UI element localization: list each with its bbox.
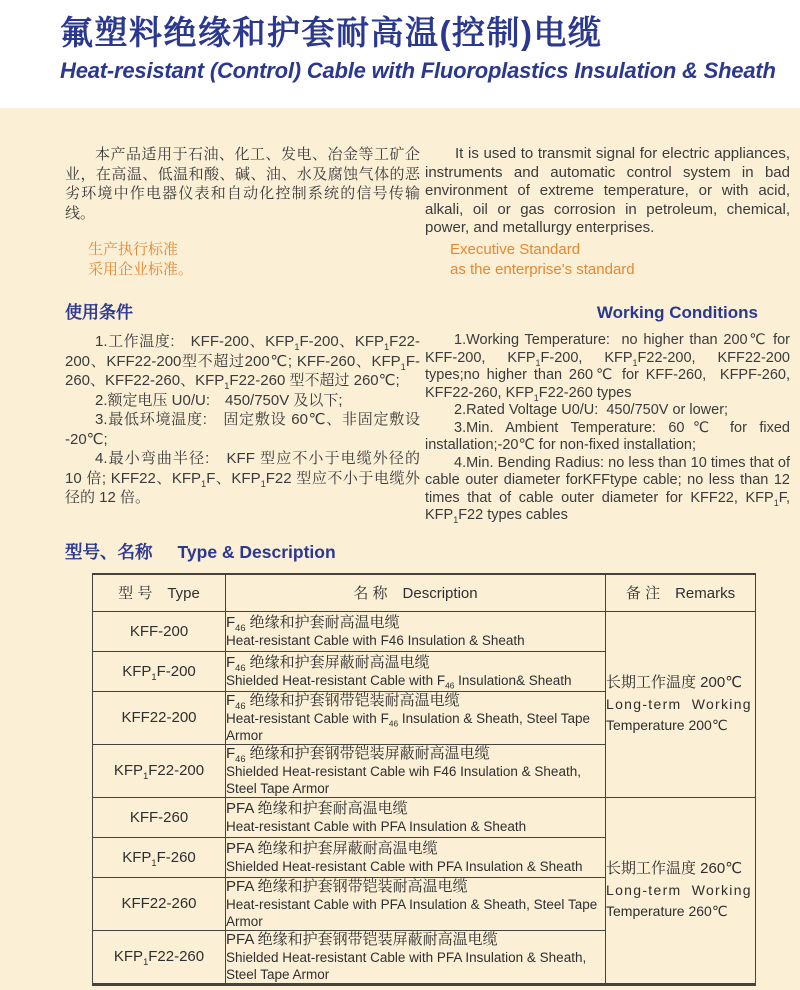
description-cn: $F_{46}$ 绝缘和护套屏蔽耐高温电缆 <box>226 653 430 673</box>
intro-paragraph-cn: 本产品适用于石油、化工、发电、冶金等工矿企业，在高温、低温和酸、碱、油、水及腐蚀气体的恶劣环境中作电器仪表和自动化控制系统的信号传输线。 <box>65 146 420 222</box>
remarks-en-line2: Temperature 260℃ <box>606 903 728 919</box>
condition-item-cn: 4.最小弯曲半径: KFF 型应不小于电缆外径的 10 倍; KFF22、$KFP_1F$、$KFP_1F22$ 型应不小于电缆外径的 12 倍。 <box>65 450 421 506</box>
description-cn: $F_{46}$ 绝缘和护套钢带铠装屏蔽耐高温电缆 <box>226 744 490 764</box>
condition-item-en: 1.Working Temperature: no higher than 200℃ for KFF-200, $KFP_1F-200$, $KFP_1F22-200$, KFF22-200 types;no higher than 260℃ for KFF-260, KFPF-260, KFF22-260, $KFP_1F22-260$ types <box>425 332 790 403</box>
condition-item-en: 3.Min. Ambient Temperature: 60℃ for fixed installation;-20℃ for non-fixed installation; <box>425 419 790 453</box>
description-cn: $F_{46}$ 绝缘和护套钢带铠装耐高温电缆 <box>226 691 460 711</box>
condition-item-en: 4.Min. Bending Radius: no less than 10 times that of cable outer diameter forKFFtype cable; no less than 12 times that of cable outer diameter for KFF22, $KFP_1F$, $KFP_1F22$ types cables <box>425 454 790 525</box>
executive-standard-cn-line2: 采用企业标准。 <box>88 261 194 278</box>
cable-description <box>226 797 606 837</box>
conditions-heading-en: Working Conditions <box>596 303 758 322</box>
type-description-heading <box>65 541 790 563</box>
description-en: Shielded Heat-resistant Cable wih F46 Insulation & Sheath, Steel Tape Armor <box>226 763 581 796</box>
intro-section <box>65 145 790 280</box>
type-description-heading-en: Type & Description <box>177 542 336 562</box>
remarks-cn: 长期工作温度 260℃ <box>606 860 743 877</box>
description-en: Heat-resistant Cable with PFA Insulation & Sheath <box>226 818 527 834</box>
cable-type: KFF-260 <box>93 797 226 837</box>
cable-type: $KFP_1F-260$ <box>93 837 226 877</box>
cable-types-table <box>92 573 756 986</box>
page-title-cn: 氟塑料绝缘和护套耐高温(控制)电缆 <box>60 14 603 51</box>
remarks-cn: 长期工作温度 200℃ <box>606 674 743 691</box>
description-cn: PFA 绝缘和护套耐高温电缆 <box>226 799 408 817</box>
description-en: Shielded Heat-resistant Cable with $F_{46}$ Insulation& Sheath <box>226 672 572 691</box>
table-header-description: 名 称 Description <box>226 574 606 611</box>
executive-standard-en <box>425 240 790 280</box>
description-cn: $F_{46}$ 绝缘和护套耐高温电缆 <box>226 613 400 633</box>
description-en: Heat-resistant Cable with F46 Insulation & Sheath <box>226 632 525 648</box>
description-en: Heat-resistant Cable with $F_{46}$ Insulation & Sheath, Steel Tape Armor <box>226 710 591 743</box>
cable-description <box>226 877 606 930</box>
conditions-column-en <box>425 303 790 525</box>
intro-column-en <box>425 145 790 280</box>
description-cn: PFA 绝缘和护套屏蔽耐高温电缆 <box>226 839 438 857</box>
cable-type: KFF22-200 <box>93 691 226 744</box>
executive-standard-en-line2: as the enterprise's standard <box>450 261 635 278</box>
executive-standard-cn-line1: 生产执行标准 <box>88 241 179 258</box>
remarks-en-line2: Temperature 200℃ <box>606 717 728 733</box>
description-en: Shielded Heat-resistant Cable with PFA Insulation & Sheath <box>226 858 583 874</box>
title-band <box>0 0 800 108</box>
remarks-cell-260 <box>606 797 756 984</box>
content-area <box>0 108 800 990</box>
cable-description <box>226 611 606 651</box>
page-title-en: Heat-resistant (Control) Cable with Fluoroplastics Insulation & Sheath <box>60 58 776 83</box>
table-header-row <box>93 574 756 611</box>
cable-type: KFF22-260 <box>93 877 226 930</box>
condition-item-cn: 1.工作温度: KFF-200、$KFP_1F-200$、$KFP_1F22-200$、KFF22-200型不超过200℃; KFF-260、$KFP_1F-260$、KFF22-260、$KFP_1F22-260$ 型不超过 260℃; <box>65 333 421 391</box>
executive-standard-en-line1: Executive Standard <box>450 241 581 258</box>
cable-description <box>226 744 606 797</box>
table-header-type: 型 号 Type <box>93 574 226 611</box>
conditions-heading-cn: 使用条件 <box>65 303 133 322</box>
remarks-cell-200 <box>606 611 756 797</box>
remarks-en-line1: Long-term Working <box>606 882 752 898</box>
conditions-list-en <box>425 332 790 525</box>
table-header-remarks: 备 注 Remarks <box>606 574 756 611</box>
cable-type: KFF-200 <box>93 611 226 651</box>
description-cn: PFA 绝缘和护套钢带铠装屏蔽耐高温电缆 <box>226 930 498 948</box>
cable-description <box>226 837 606 877</box>
cable-type: $KFP_1F22-260$ <box>93 930 226 984</box>
table-row <box>93 797 756 837</box>
remarks-en-line1: Long-term Working <box>606 696 752 712</box>
table-row <box>93 611 756 651</box>
description-cn: PFA 绝缘和护套钢带铠装耐高温电缆 <box>226 877 468 895</box>
executive-standard-cn <box>65 240 420 280</box>
conditions-column-cn <box>65 303 421 506</box>
description-en: Heat-resistant Cable with PFA Insulation & Sheath, Steel Tape Armor <box>226 896 598 929</box>
cable-type: $KFP_1F22-200$ <box>93 744 226 797</box>
condition-item-cn: 2.额定电压 U0/U: 450/750V 及以下; <box>95 391 343 409</box>
intro-column-cn <box>65 145 420 280</box>
condition-item-en: 2.Rated Voltage U0/U: 450/750V or lower; <box>454 402 729 418</box>
cable-description <box>226 651 606 691</box>
condition-item-cn: 3.最低环境温度: 固定敷设 60℃、非固定敷设 -20℃; <box>65 411 420 448</box>
cable-description <box>226 930 606 984</box>
cable-description <box>226 691 606 744</box>
type-description-heading-cn: 型号、名称 <box>65 542 153 562</box>
description-en: Shielded Heat-resistant Cable with PFA Insulation & Sheath, Steel Tape Armor <box>226 949 587 982</box>
intro-paragraph-en: It is used to transmit signal for electric appliances, instruments and automatic control system in bad environment of extreme temperature, or with acid, alkali, oil or gas corrosion in petroleum, chemical, power, and metallurgy enterprises. <box>425 145 790 236</box>
cable-type: $KFP_1F-200$ <box>93 651 226 691</box>
conditions-section <box>65 303 790 525</box>
conditions-list-cn <box>65 332 420 508</box>
